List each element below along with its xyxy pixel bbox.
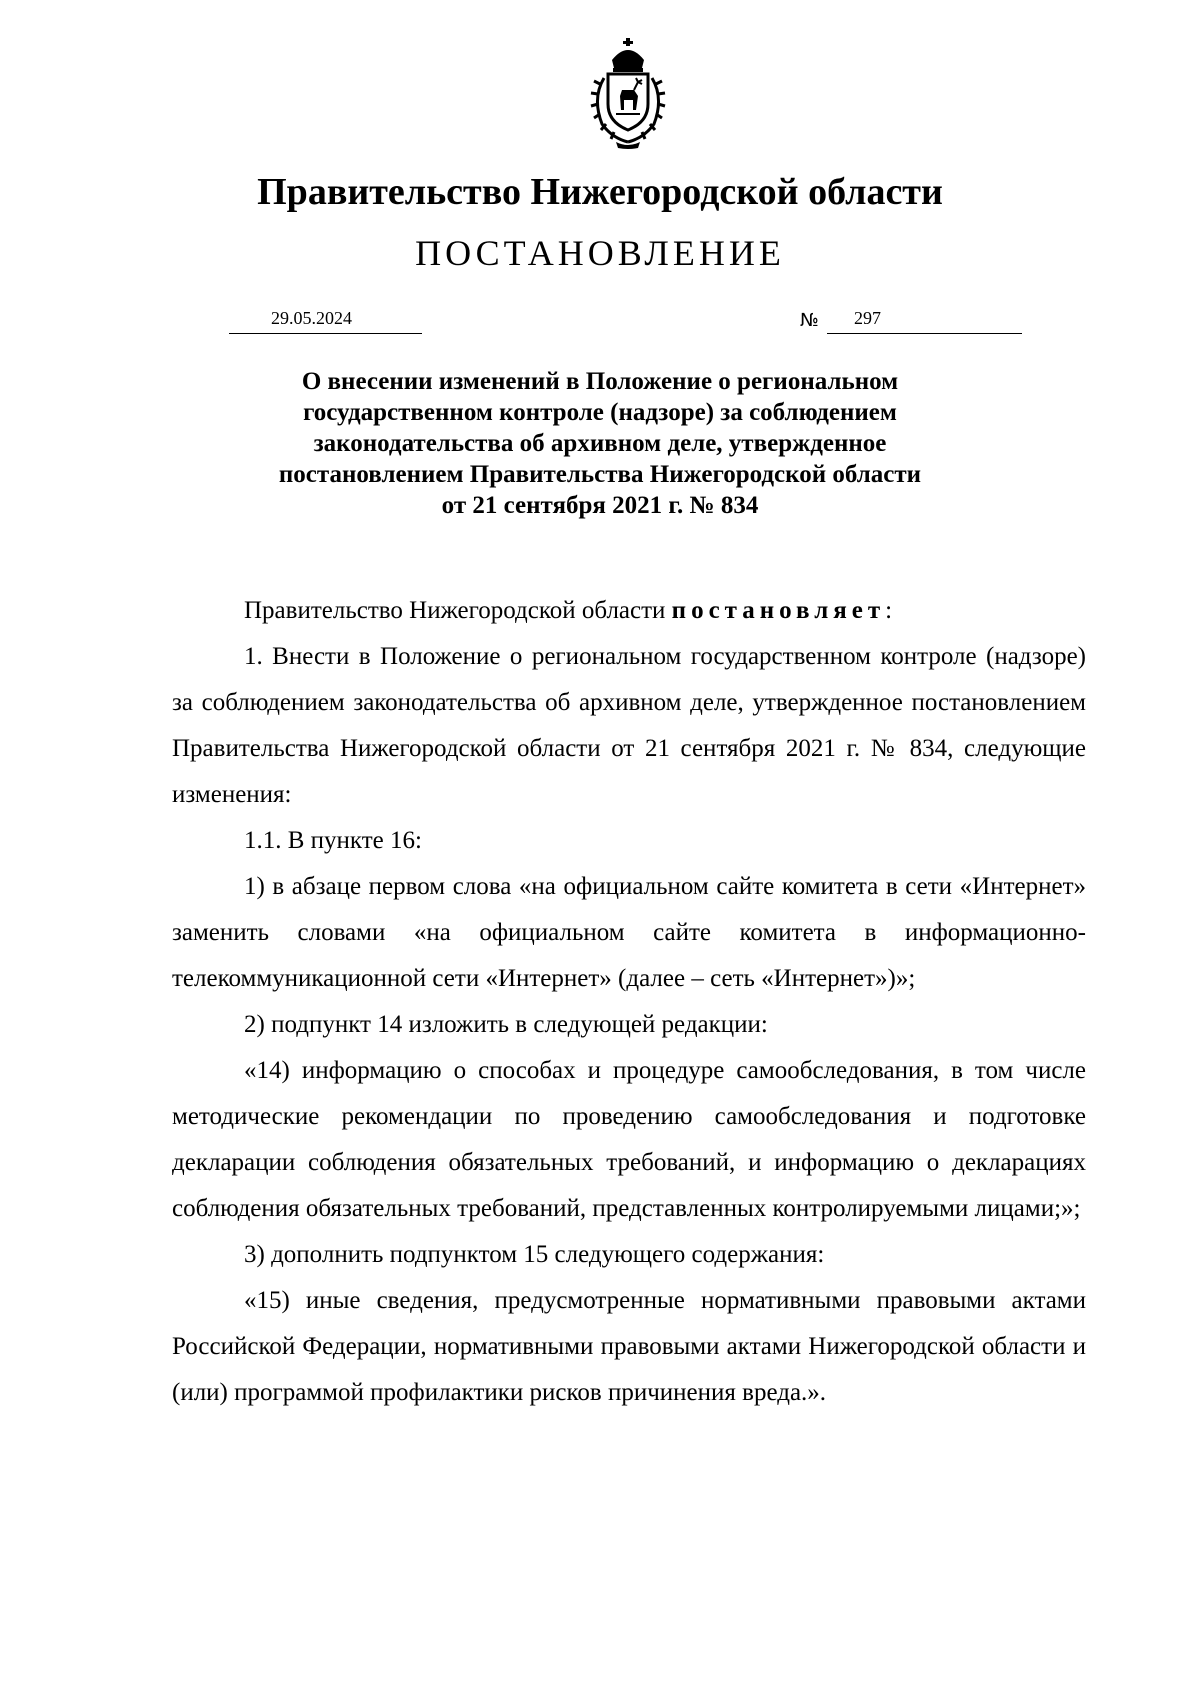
document-subject: [230, 366, 970, 521]
number-sign: №: [800, 310, 819, 331]
preamble-verb: постановляет: [671, 597, 886, 624]
subitem-3: 3) дополнить подпунктом 15 следующего содержания:: [244, 1241, 825, 1268]
preamble-end: :: [885, 597, 893, 624]
subject-line: от 21 сентября 2021 г. № 834: [441, 492, 759, 519]
preamble-start: Правительство Нижегородской области: [244, 597, 672, 624]
coat-of-arms-icon: [572, 38, 684, 150]
subitem-1: 1) в абзаце первом слова «на официальном сайте комитета в сети «Интернет» заменить словами «на официальном сайте комитета в информационно-телекоммуникационной сети «Интернет» (далее – сеть «Интернет»)»;: [172, 873, 1086, 992]
organization-title: Правительство Нижегородской области: [257, 171, 943, 213]
subject-line: О внесении изменений в Положение о региональном: [301, 368, 899, 395]
paragraph-1-1: 1.1. В пункте 16:: [244, 827, 422, 854]
subject-line: законодательства об архивном деле, утвержденное: [313, 430, 887, 457]
quoted-subitem-14: «14) информацию о способах и процедуре самообследования, в том числе методические рекомендации по проведению самообследования и подготовке декларации соблюдения обязательных требований, и информацию о декларациях соблюдения обязательных требований, представленных контролируемыми лицами;»;: [172, 1057, 1086, 1222]
subject-line: постановлением Правительства Нижегородской области: [278, 461, 922, 488]
preamble: [172, 588, 1086, 634]
document-body: [172, 588, 1086, 1416]
quoted-subitem-15: «15) иные сведения, предусмотренные нормативными правовыми актами Российской Федерации, нормативными правовыми актами Нижегородской области и (или) программой профилактики рисков причинения вреда.».: [172, 1287, 1086, 1406]
document-number: 297: [854, 308, 881, 328]
date-field: [229, 307, 422, 334]
document-type: ПОСТАНОВЛЕНИЕ: [415, 233, 785, 273]
subitem-2: 2) подпункт 14 изложить в следующей редакции:: [244, 1011, 768, 1038]
paragraph-1: 1. Внести в Положение о региональном государственном контроле (надзоре) за соблюдением законодательства об архивном деле, утвержденное постановлением Правительства Нижегородской области от 21 сентября 2021 г. № 834, следующие изменения:: [172, 643, 1086, 808]
number-field: [827, 307, 1022, 334]
subject-line: государственном контроле (надзоре) за соблюдением: [303, 399, 897, 426]
document-date: 29.05.2024: [271, 308, 352, 328]
